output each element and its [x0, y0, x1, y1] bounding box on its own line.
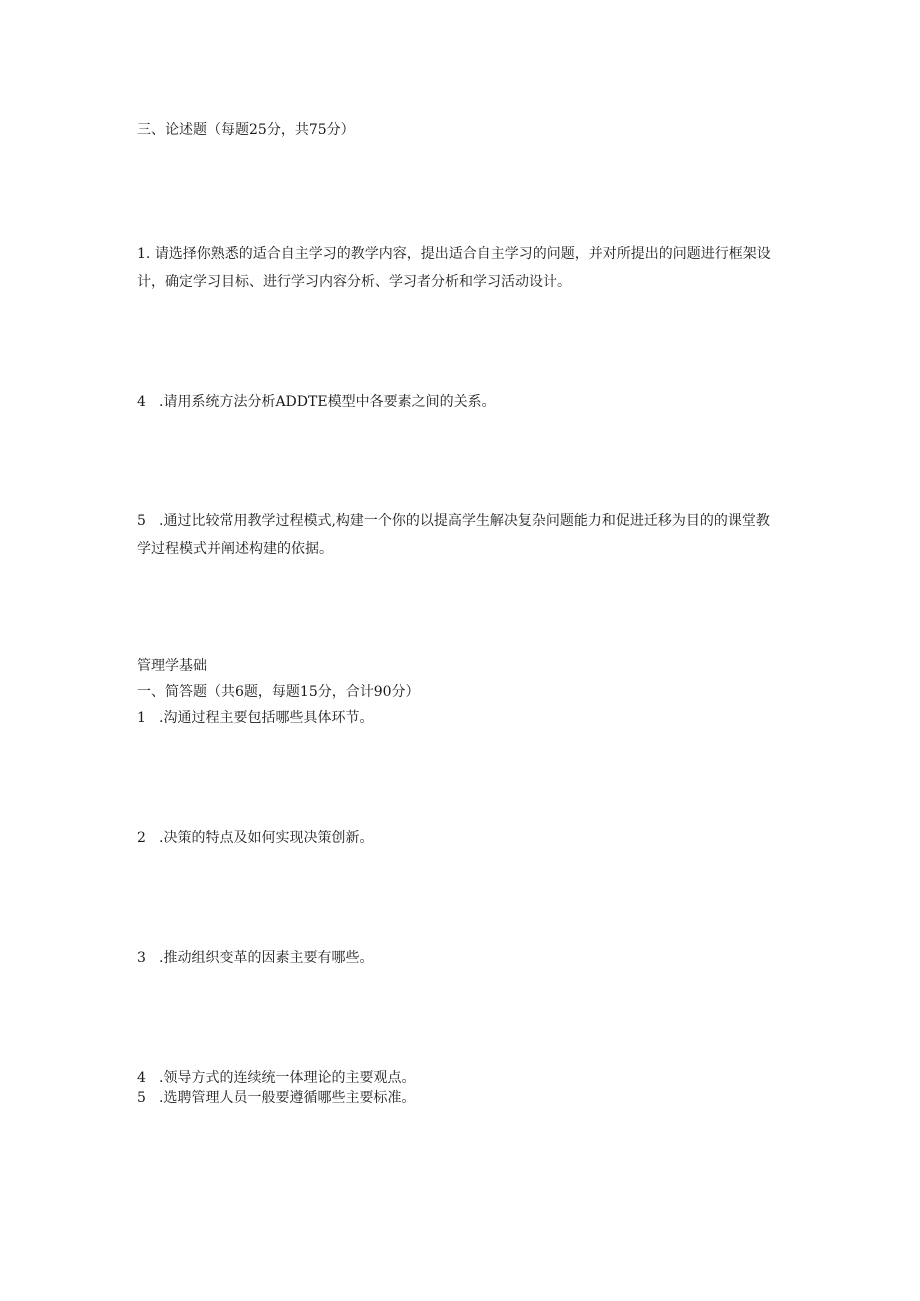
- short-answer-item-5: [137, 1088, 787, 1108]
- item-text: .选聘管理人员一般要遵循哪些主要标准。: [159, 1090, 416, 1106]
- item-number: 4: [137, 1070, 146, 1086]
- short-answer-item-2: [137, 828, 787, 848]
- item-text: .沟通过程主要包括哪些具体环节。: [159, 710, 374, 726]
- item-number: 5: [137, 1090, 146, 1106]
- section-heading-essay: 三、论述题（每题25分，共75分）: [137, 122, 355, 138]
- short-answer-item-4: [137, 1068, 787, 1088]
- item-text: .推动组织变革的因素主要有哪些。: [159, 950, 374, 966]
- subject-title: 管理学基础: [137, 658, 207, 674]
- question-text: .请用系统方法分析ADDTE模型中各要素之间的关系。: [159, 394, 496, 410]
- short-answer-item-1: [137, 708, 787, 728]
- item-number: 2: [137, 830, 146, 846]
- question-text: 请选择你熟悉的适合自主学习的教学内容，提出适合自主学习的问题，并对所提出的问题进行框架设计，确定学习目标、进行学习内容分析、学习者分析和学习活动设计。: [137, 246, 771, 290]
- item-text: .领导方式的连续统一体理论的主要观点。: [159, 1070, 416, 1086]
- item-text: .决策的特点及如何实现决策创新。: [159, 830, 374, 846]
- section-heading-short-answer: 一、简答题（共6题，每题15分，合计90分）: [137, 684, 420, 700]
- essay-question-4: [137, 392, 787, 412]
- question-number: 4: [137, 394, 146, 410]
- essay-question-1: [137, 240, 777, 296]
- short-answer-item-3: [137, 948, 787, 968]
- question-text: .通过比较常用教学过程模式,构建一个你的以提高学生解决复杂问题能力和促进迁移为目的的课堂教学过程模式并阐述构建的依据。: [137, 513, 770, 557]
- item-number: 1: [137, 710, 146, 726]
- essay-question-5: [137, 507, 777, 563]
- question-number: 5: [137, 513, 146, 529]
- question-number: 1.: [137, 246, 151, 262]
- item-number: 3: [137, 950, 146, 966]
